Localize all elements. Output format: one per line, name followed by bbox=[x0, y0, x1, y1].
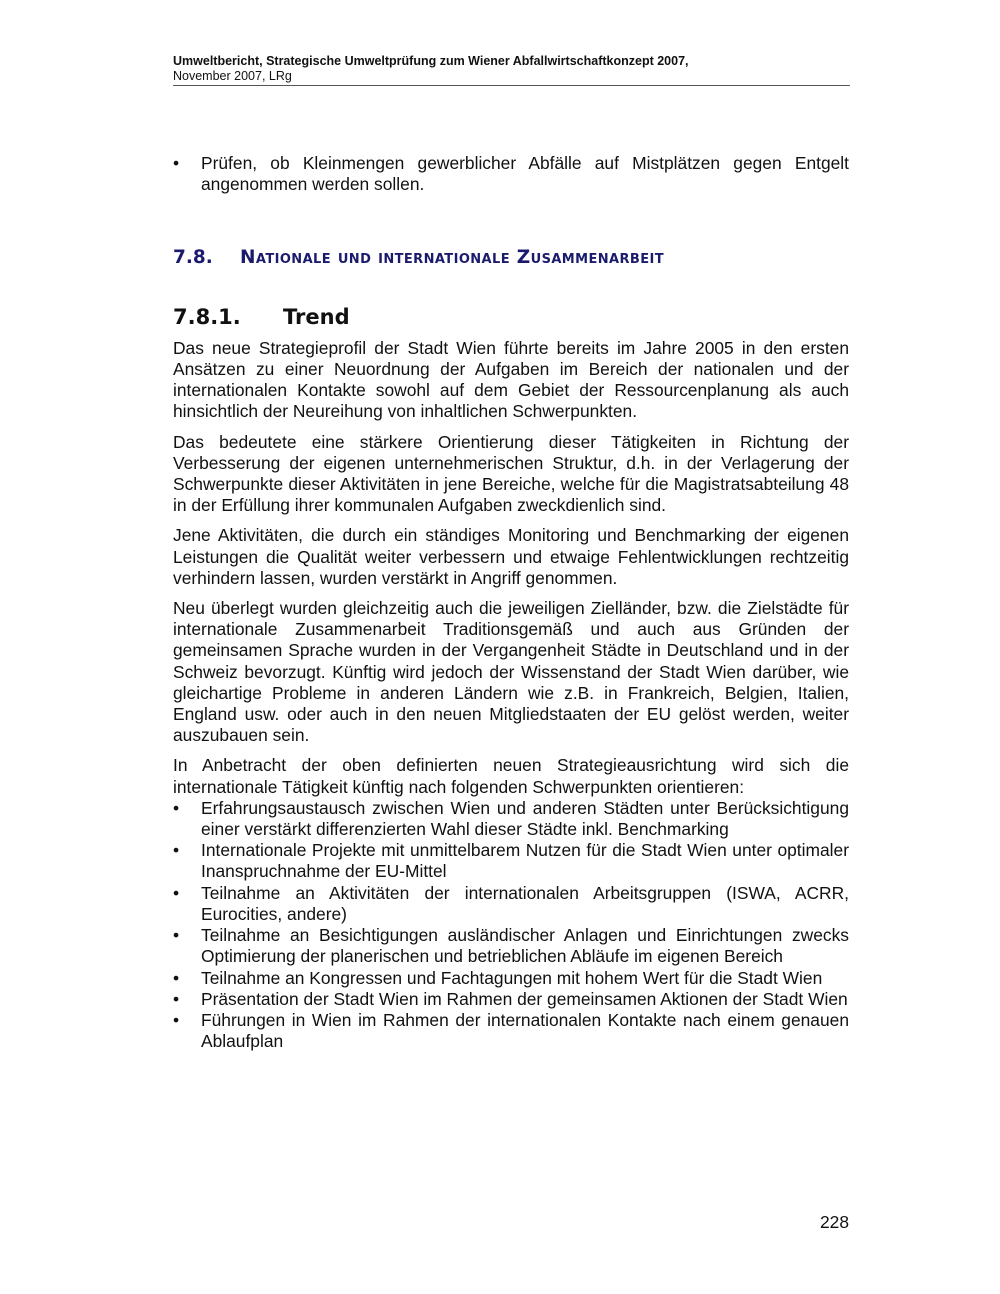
subsection-number: 7.8.1. bbox=[173, 304, 241, 329]
list-item bbox=[173, 968, 849, 989]
bullet-icon: • bbox=[173, 882, 180, 903]
list-item-text: Teilnahme an Aktivitäten der internationalen Arbeitsgruppen (ISWA, ACRR, Eurocities, andere) bbox=[201, 882, 849, 924]
section-number: 7.8. bbox=[173, 247, 213, 269]
header-subtitle: November 2007, LRg bbox=[173, 69, 292, 83]
list-item bbox=[173, 840, 849, 882]
bullet-icon: • bbox=[173, 967, 180, 988]
subsection-heading bbox=[173, 304, 849, 329]
page-number: 228 bbox=[819, 1212, 849, 1232]
paragraph: Das neue Strategieprofil der Stadt Wien führte bereits im Jahre 2005 in den ersten Ansätzen zu einer Neuordnung der Aufgaben im Bereich der nationalen und der internationalen Kontakte sowohl auf dem Gebiet der Ressourcenplanung als auch hinsichtlich der Neureihung von inhaltlichen Schwerpunkten. bbox=[173, 337, 849, 422]
bullet-icon: • bbox=[173, 988, 180, 1009]
paragraph: Neu überlegt wurden gleichzeitig auch die jeweiligen Zielländer, bzw. die Zielstädte für internationale Zusammenarbeit Traditionsgemäß und auch aus Gründen der gemeinsamen Sprache wurden in der Vergangenheit Städte in Deutschland und in der Schweiz bevorzugt. Künftig wird jedoch der Wissenstand der Stadt Wien darüber, wie gleichartige Probleme in anderen Ländern wie z.B. in Frankreich, Belgien, Italien, England usw. oder auch in den neuen Mitgliedstaaten der EU gelöst werden, weiter auszubauen sein. bbox=[173, 598, 849, 746]
bullet-icon: • bbox=[173, 925, 180, 946]
section-title: Nationale und internationale Zusammenarbeit bbox=[240, 247, 665, 269]
paragraph: Das bedeutete eine stärkere Orientierung dieser Tätigkeiten in Richtung der Verbesserung der eigenen unternehmerischen Struktur, d.h. in der Verlagerung der Schwerpunkte dieser Aktivitäten in jene Bereiche, welche für die Magistratsabteilung 48 in der Erfüllung ihrer kommunalen Aufgaben zweckdienlich sind. bbox=[173, 431, 849, 516]
bullet-icon: • bbox=[173, 797, 180, 818]
list-item-text: Teilnahme an Besichtigungen ausländischer Anlagen und Einrichtungen zwecks Optimierung der planerischen und betrieblichen Abläufe im eigenen Bereich bbox=[201, 925, 849, 967]
list-item-text: Präsentation der Stadt Wien im Rahmen der gemeinsamen Aktionen der Stadt Wien bbox=[201, 988, 848, 1009]
list-item-text: Führungen in Wien im Rahmen der internationalen Kontakte nach einem genauen Ablaufplan bbox=[201, 1009, 849, 1052]
paragraph: In Anbetracht der oben definierten neuen Strategieausrichtung wird sich die internationale Tätigkeit künftig nach folgenden Schwerpunkten orientieren: bbox=[173, 755, 849, 797]
list-item-text: Erfahrungsaustausch zwischen Wien und anderen Städten unter Berücksichtigung einer verstärkt differenzierten Wahl dieser Städte inkl. Benchmarking bbox=[201, 797, 849, 840]
list-item bbox=[173, 153, 849, 195]
bullet-icon: • bbox=[173, 153, 180, 173]
list-item-text: Prüfen, ob Kleinmengen gewerblicher Abfälle auf Mistplätzen gegen Entgelt angenommen werden sollen. bbox=[201, 153, 849, 195]
header-title: Umweltbericht, Strategische Umweltprüfung zum Wiener Abfallwirtschaftkonzept 2007, bbox=[173, 54, 689, 68]
bullet-icon: • bbox=[173, 840, 180, 861]
list-item bbox=[173, 925, 849, 967]
focus-bullet-list bbox=[173, 798, 849, 1052]
document-body bbox=[173, 153, 849, 1052]
section-heading bbox=[173, 247, 849, 268]
list-item bbox=[173, 883, 849, 925]
list-item bbox=[173, 1010, 849, 1052]
page-header bbox=[173, 54, 850, 86]
list-item-text: Internationale Projekte mit unmittelbarem Nutzen für die Stadt Wien unter optimaler Inanspruchnahme der EU-Mittel bbox=[201, 840, 849, 882]
list-item bbox=[173, 798, 849, 840]
list-item-text: Teilnahme an Kongressen und Fachtagungen mit hohem Wert für die Stadt Wien bbox=[201, 967, 823, 988]
subsection-title: Trend bbox=[283, 304, 350, 329]
bullet-icon: • bbox=[173, 1009, 180, 1030]
paragraph: Jene Aktivitäten, die durch ein ständiges Monitoring und Benchmarking der eigenen Leistungen die Qualität weiter verbessern und etwaige Fehlentwicklungen rechtzeitig verhindern lassen, wurden verstärkt in Angriff genommen. bbox=[173, 525, 849, 588]
intro-bullet-list bbox=[173, 153, 849, 195]
list-item bbox=[173, 989, 849, 1010]
